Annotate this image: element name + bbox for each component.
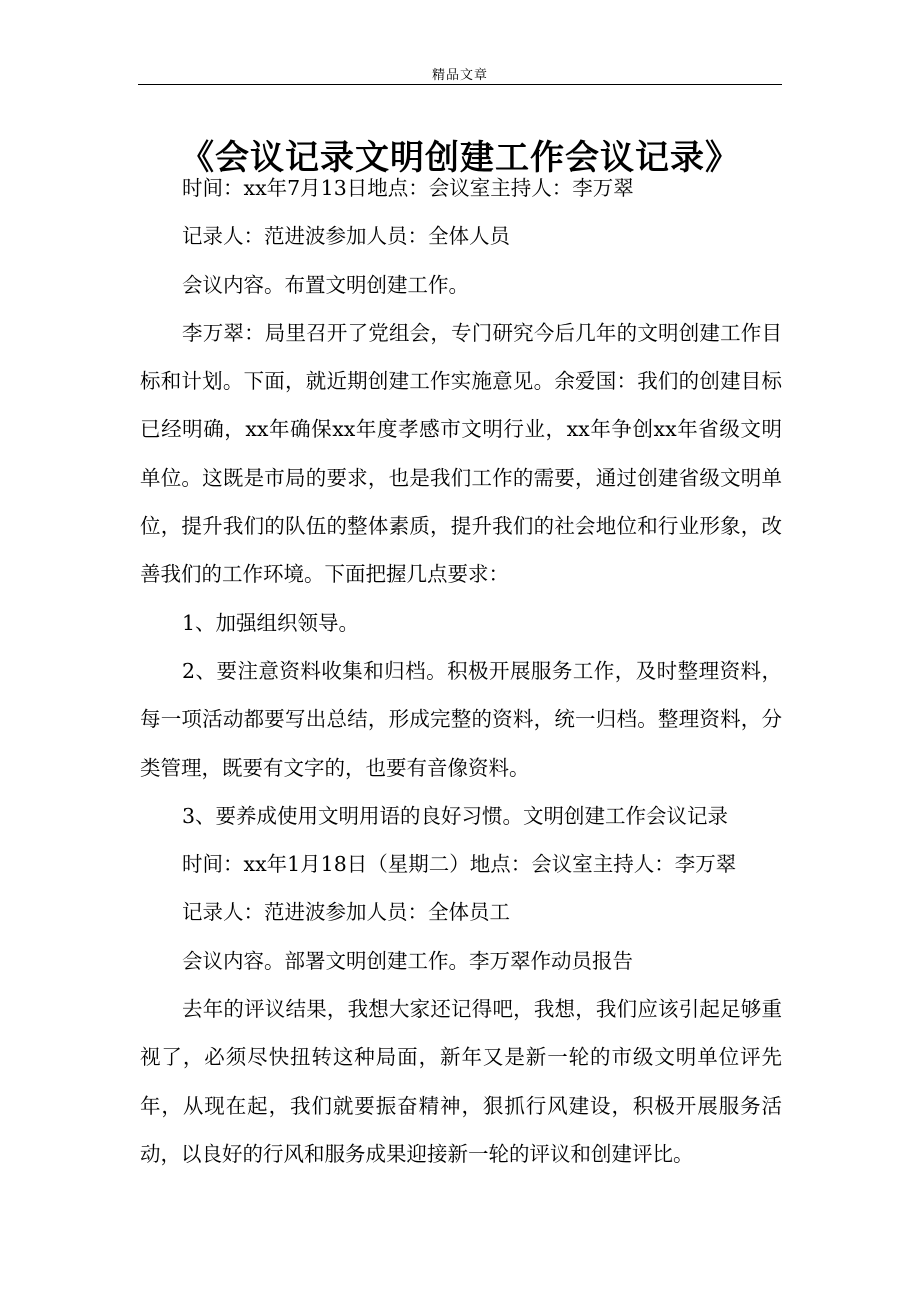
document-body: [140, 164, 782, 1178]
paragraph-speech-2: 去年的评议结果，我想大家还记得吧，我想，我们应该引起足够重视了，必须尽快扭转这种局面，新年又是新一轮的市级文明单位评先年，从现在起，我们就要振奋精神，狠抓行风建设，积极开展服务活动，以良好的行风和服务成果迎接新一轮的评议和创建评比。: [140, 997, 782, 1166]
paragraph-recorder-1: 记录人：范进波参加人员：全体人员: [182, 224, 511, 249]
page-header: 精品文章: [431, 68, 488, 83]
paragraph-meeting-time-2: 时间：xx年1月18日（星期二）地点：会议室主持人：李万翠: [182, 852, 737, 877]
paragraph-requirement-1: 1、加强组织领导。: [182, 610, 360, 635]
paragraph-requirement-2: 2、要注意资料收集和归档。积极开展服务工作，及时整理资料，每一项活动都要写出总结，形成完整的资料，统一归档。整理资料，分类管理，既要有文字的，也要有音像资料。: [140, 658, 782, 780]
document-title: 《会议记录文明创建工作会议记录》: [180, 137, 740, 178]
paragraph-requirement-3: 3、要养成使用文明用语的良好习惯。文明创建工作会议记录: [182, 803, 729, 828]
paragraph-content-1: 会议内容。布置文明创建工作。: [182, 272, 470, 297]
paragraph-meeting-time-1: 时间：xx年7月13日地点：会议室主持人：李万翠: [182, 176, 634, 200]
paragraph-speech-1: 李万翠：局里召开了党组会，专门研究今后几年的文明创建工作目标和计划。下面，就近期创建工作实施意见。余爱国：我们的创建目标已经明确，xx年确保xx年度孝感市文明行业，xx年争创xx年省级文明单位。这既是市局的要求，也是我们工作的需要，通过创建省级文明单位，提升我们的队伍的整体素质，提升我们的社会地位和行业形象，改善我们的工作环境。下面把握几点要求：: [140, 320, 782, 587]
header-divider: [138, 84, 782, 85]
paragraph-recorder-2: 记录人：范进波参加人员：全体员工: [182, 900, 511, 925]
paragraph-content-2: 会议内容。部署文明创建工作。李万翠作动员报告: [182, 948, 634, 973]
